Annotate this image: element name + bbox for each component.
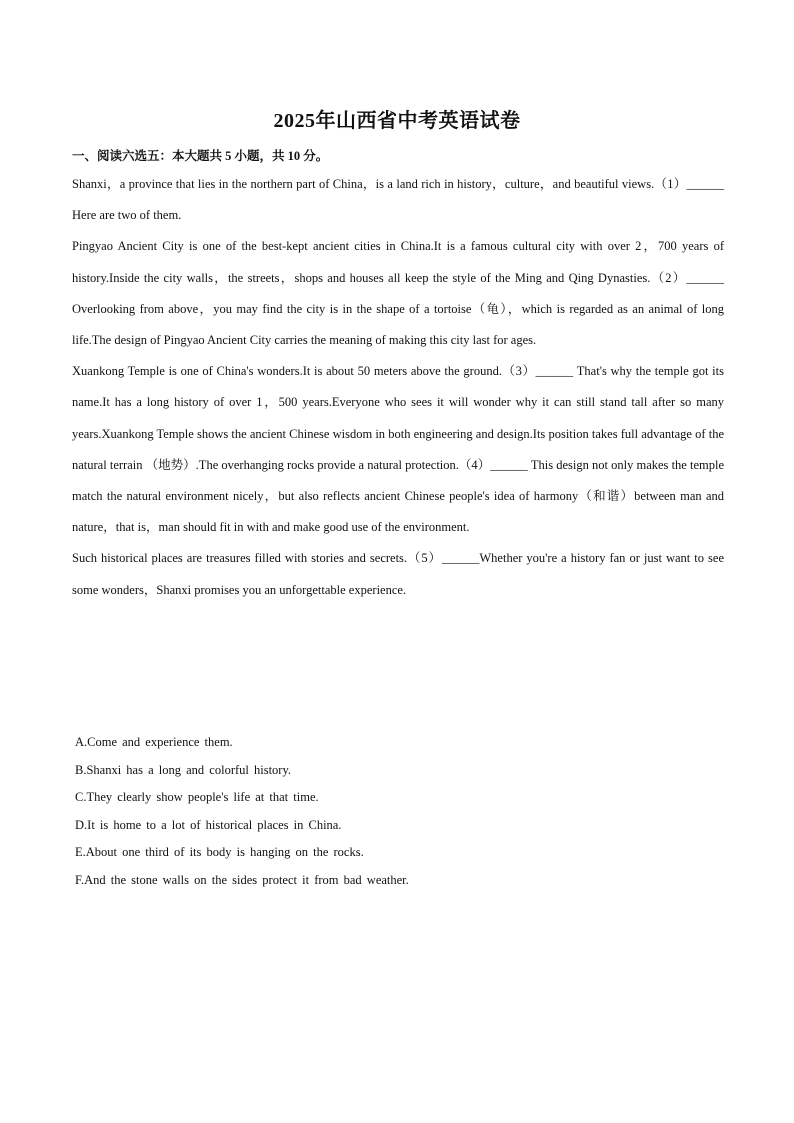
option-f: F.And the stone walls on the sides protect it from bad weather. <box>75 872 409 887</box>
option-b: B.Shanxi has a long and colorful history. <box>75 762 292 777</box>
option-c: C.They clearly show people's life at that time. <box>75 790 319 805</box>
section-heading: 一、阅读六选五：本大题共 5 小题，共 10 分。 <box>72 149 329 163</box>
option-d: D.It is home to a lot of historical places in China. <box>75 817 342 832</box>
answer-options <box>75 729 715 895</box>
passage-paragraph-1: Shanxi，a province that lies in the northern part of China，is a land rich in history，culture，and beautiful views.（1）______ Here are two of them. <box>72 177 724 223</box>
passage-paragraph-4: Such historical places are treasures filled with stories and secrets.（5）______Whether you're a history fan or just want to see some wonders，Shanxi promises you an unforgettable experience. <box>72 551 724 597</box>
passage-paragraph-3: Xuankong Temple is one of China's wonders.It is about 50 meters above the ground.（3）______ That's why the temple got its name.It has a long history of over 1，500 years.Everyone who sees it will wonder why it can still stand tall after so many years.Xuankong Temple shows the ancient Chinese wisdom in both engineering and design.Its position takes full advantage of the natural terrain （地势）.The overhanging rocks provide a natural protection.（4）______ This design not only makes the temple match the natural environment nicely，but also reflects ancient Chinese people's idea of harmony（和谐）between man and nature，that is，man should fit in with and make good use of the environment. <box>72 364 724 535</box>
passage-paragraph-2: Pingyao Ancient City is one of the best-kept ancient cities in China.It is a famous cultural city with over 2，700 years of history.Inside the city walls，the streets，shops and houses all keep the style of the Ming and Qing Dynasties.（2）______ Overlooking from above，you may find the city is in the shape of a tortoise（龟），which is regarded as an animal of long life.The design of Pingyao Ancient City carries the meaning of making this city last for ages. <box>72 239 724 348</box>
reading-passage <box>72 169 724 606</box>
page-title: 2025年山西省中考英语试卷 <box>273 110 521 132</box>
option-e: E.About one third of its body is hanging on the rocks. <box>75 845 364 860</box>
option-a: A.Come and experience them. <box>75 735 233 749</box>
